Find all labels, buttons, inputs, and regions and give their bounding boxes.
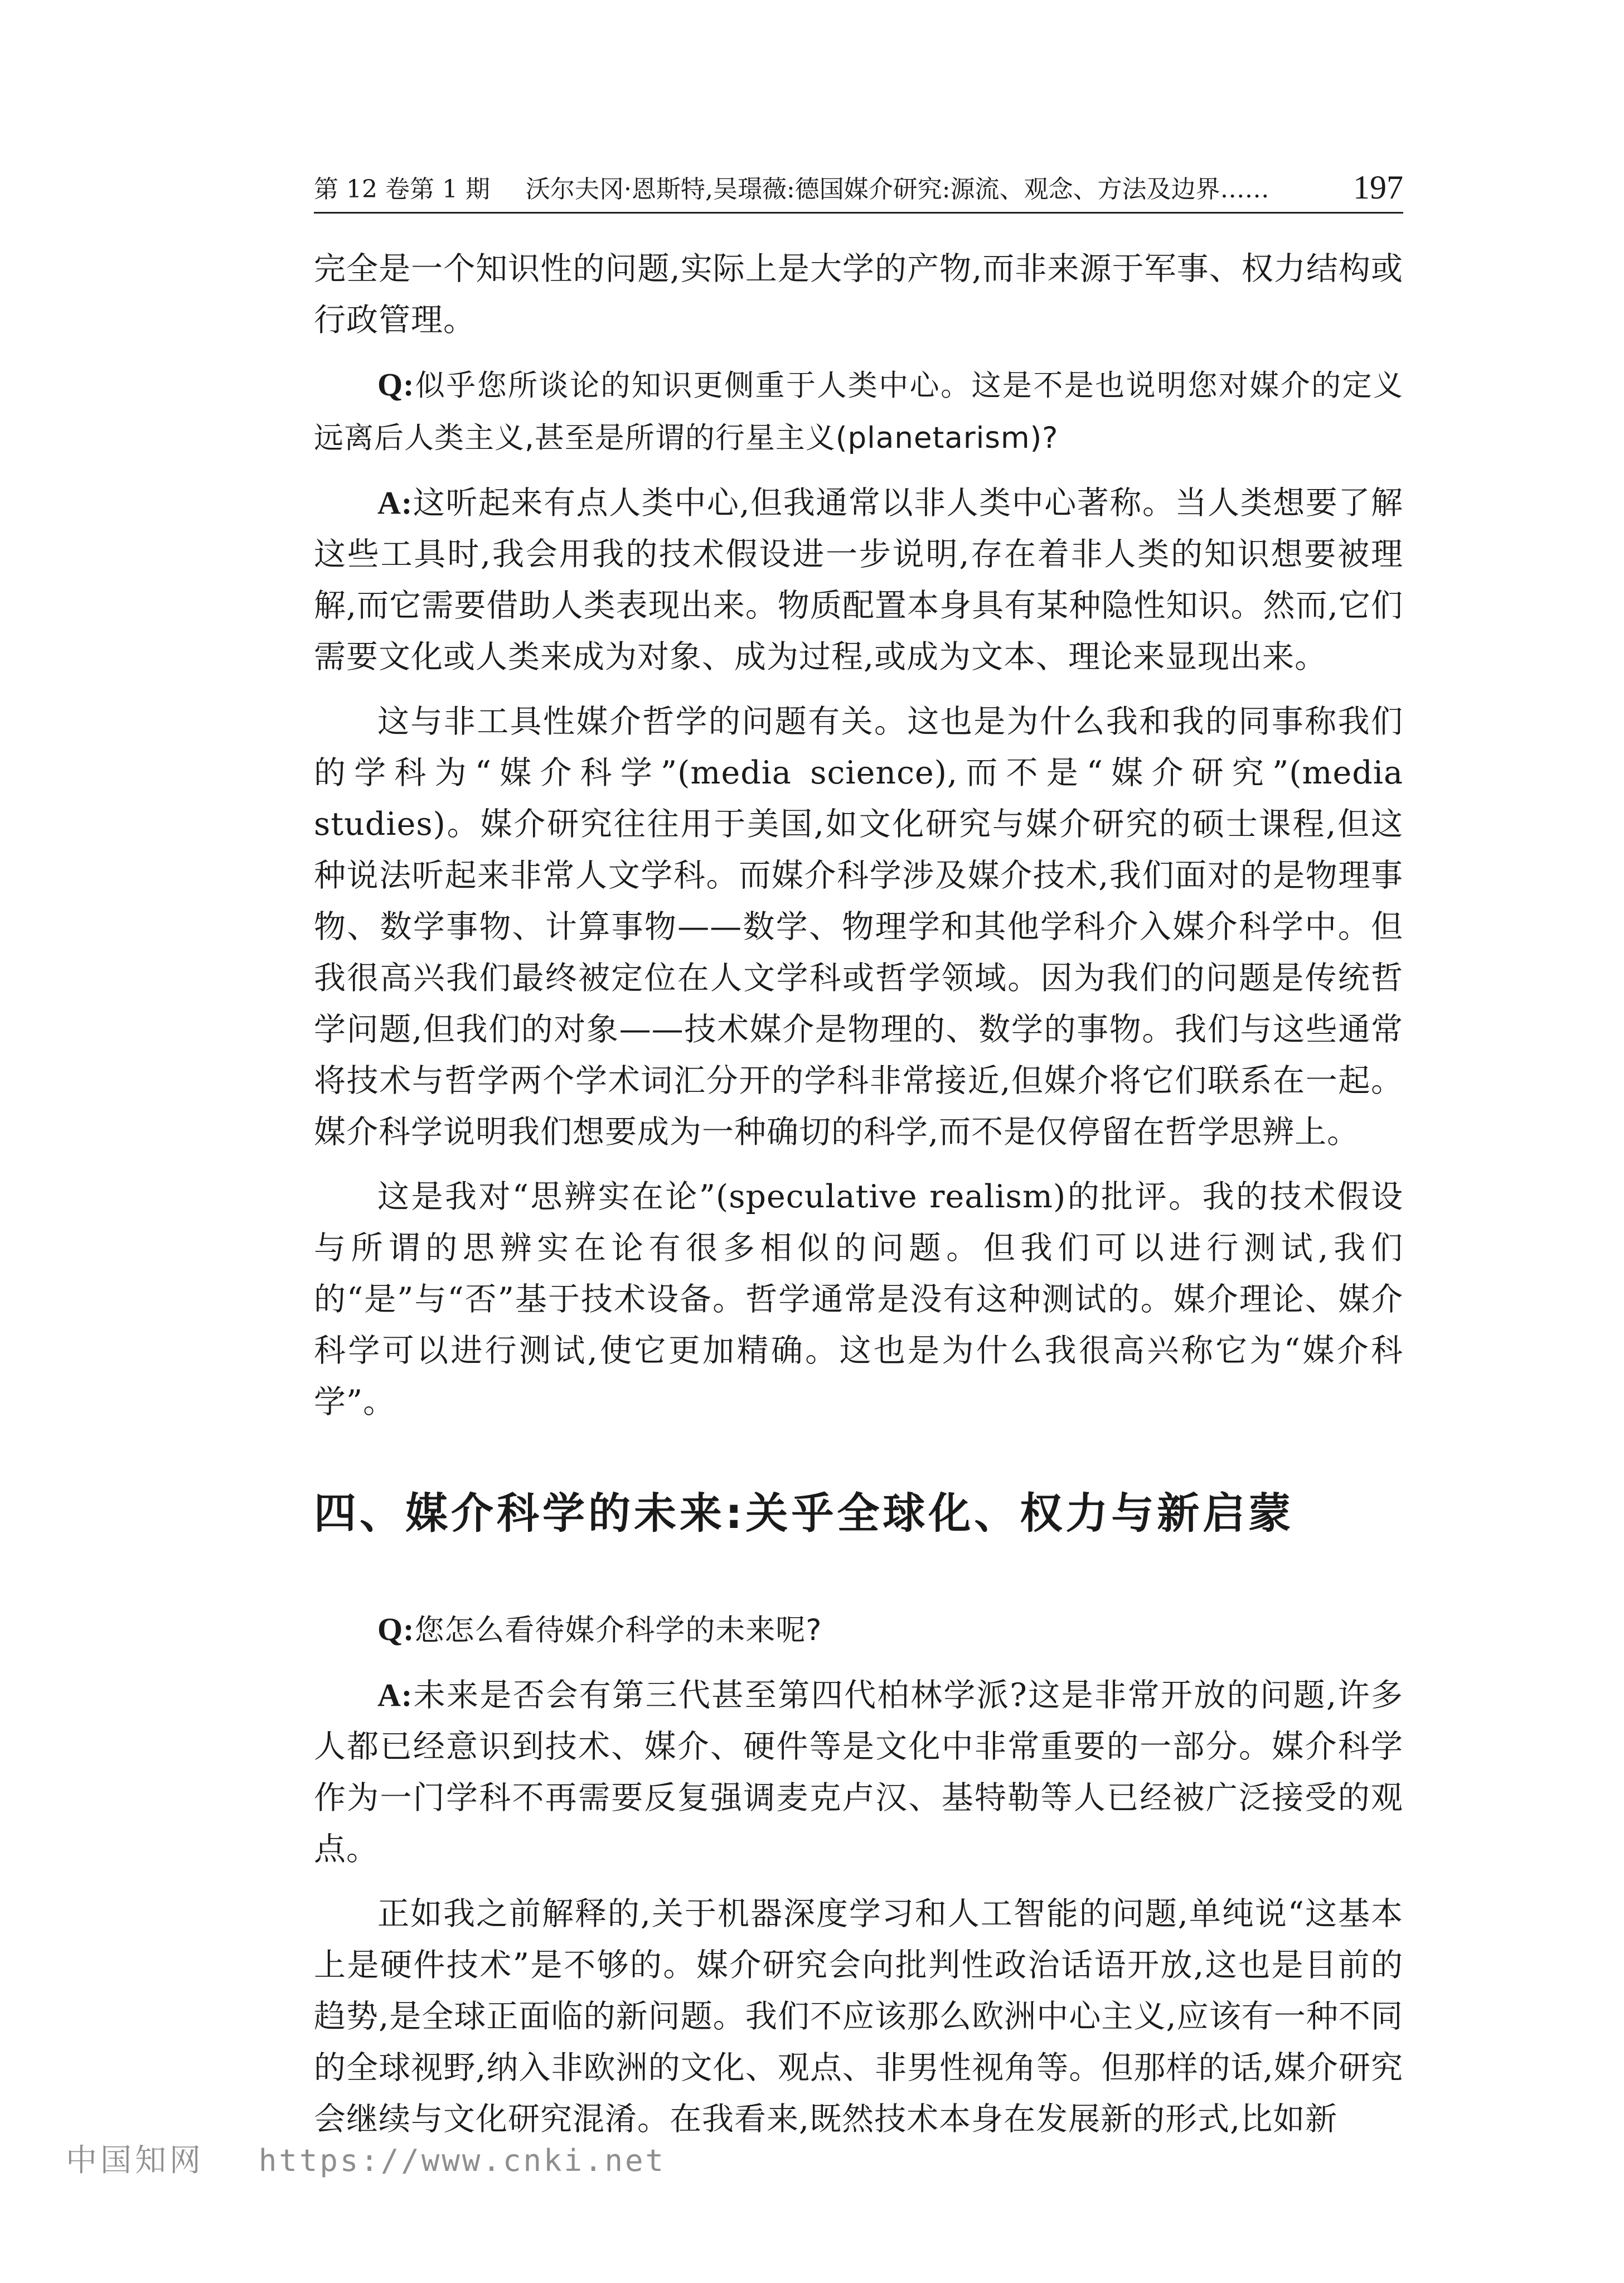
paragraph-continued [314, 243, 1403, 346]
running-header [314, 167, 1403, 214]
question-label: Q: [377, 1611, 415, 1647]
question-label: Q: [377, 366, 415, 403]
article-body [314, 243, 1403, 2145]
paragraph-text: 正如我之前解释的,关于机器深度学习和人工智能的问题,单纯说“这基本上是硬件技术”是不够的。媒介研究会向批判性政治话语开放,这也是目前的趋势,是全球正面临的新问题。我们不应该那么欧洲中心主义,应该有一种不同的全球视野,纳入非欧洲的文化、观点、非男性视角等。但那样的话,媒介研究会继续与文化研究混淆。在我看来,既然技术本身在发展新的形式,比如新 [314, 1895, 1403, 2137]
answer-text: 未来是否会有第三代甚至第四代柏林学派?这是非常开放的问题,许多人都已经意识到技术、媒介、硬件等是文化中非常重要的一部分。媒介科学作为一门学科不再需要反复强调麦克卢汉、基特勒等人已经被广泛接受的观点。 [314, 1677, 1403, 1868]
section-heading: 四、媒介科学的未来:关乎全球化、权力与新启蒙 [314, 1488, 1295, 1538]
paragraph-text: 这是我对“思辨实在论”(speculative realism)的批评。我的技术假设与所谓的思辨实在论有很多相似的问题。但我们可以进行测试,我们的“是”与“否”基于技术设备。哲学通常是没有这种测试的。媒介理论、媒介科学可以进行测试,使它更加精确。这也是为什么我很高兴称它为“媒介科学”。 [314, 1178, 1403, 1420]
answer-label: A: [377, 485, 413, 521]
paragraph-text: 完全是一个知识性的问题,实际上是大学的产物,而非来源于军事、权力结构或行政管理。 [314, 250, 1403, 338]
paragraph [314, 696, 1403, 1158]
answer-text: 这听起来有点人类中心,但我通常以非人类中心著称。当人类想要了解这些工具时,我会用我的技术假设进一步说明,存在着非人类的知识想要被理解,而它需要借助人类表现出来。物质配置本身具有某种隐性知识。然而,它们需要文化或人类来成为对象、成为过程,或成为文本、理论来显现出来。 [314, 485, 1403, 675]
question-text: 似乎您所谈论的知识更侧重于人类中心。这是不是也说明您对媒介的定义远离后人类主义,甚至是所谓的行星主义(planetarism)? [314, 369, 1403, 455]
answer-paragraph [314, 1670, 1403, 1875]
page-number: 197 [1353, 169, 1403, 206]
paragraph-text: 这与非工具性媒介哲学的问题有关。这也是为什么我和我的同事称我们的学科为“媒介科学”(media science),而不是“媒介研究”(media studies)。媒介研究往往用于美国,如文化研究与媒介研究的硕士课程,但这种说法听起来非常人文学科。而媒介科学涉及媒介技术,我们面对的是物理事物、数学事物、计算事物——数学、物理学和其他学科介入媒介科学中。但我很高兴我们最终被定位在人文学科或哲学领域。因为我们的问题是传统哲学问题,但我们的对象——技术媒介是物理的、数学的事物。我们与这些通常将技术与哲学两个学术词汇分开的学科非常接近,但媒介将它们联系在一起。媒介科学说明我们想要成为一种确切的科学,而不是仅停留在哲学思辨上。 [314, 703, 1403, 1150]
paragraph [314, 1888, 1403, 2145]
journal-issue: 第 12 卷第 1 期 [314, 175, 490, 204]
question-text: 您怎么看待媒介科学的未来呢? [414, 1613, 822, 1647]
cnki-brand: 中国知网 [66, 2142, 204, 2179]
answer-paragraph [314, 477, 1403, 683]
running-title: 沃尔夫冈·恩斯特,吴璟薇:德国媒介研究:源流、观念、方法及边界…… [526, 175, 1269, 204]
cnki-url: https://www.cnki.net [258, 2143, 666, 2178]
question-paragraph [314, 359, 1403, 464]
cnki-watermark [66, 2136, 666, 2180]
answer-label: A: [377, 1677, 413, 1713]
question-paragraph [314, 1604, 1403, 1656]
paragraph [314, 1171, 1403, 1428]
